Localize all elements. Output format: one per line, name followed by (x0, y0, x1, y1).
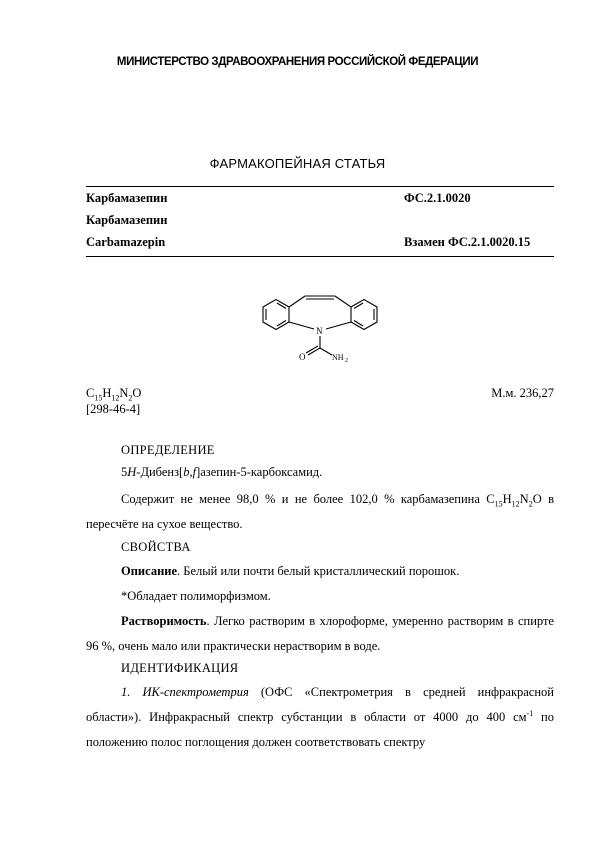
atom-n-label: N (316, 326, 323, 336)
header-divider-bottom (86, 256, 554, 257)
chemical-name: 5H-Дибенз[b,f]азепин-5-карбоксамид. (121, 465, 323, 479)
monograph-name-lat: Carbamazepin (86, 235, 166, 249)
header-divider-top (86, 186, 554, 187)
monograph-name-ru: Карбамазепин (86, 191, 168, 205)
molecular-formula: $C_{15}H_{12}N_2O$ (86, 386, 142, 403)
section-heading-properties: СВОЙСТВА (121, 540, 191, 554)
monograph-name-ru-2: Карбамазепин (86, 213, 168, 227)
content-paragraph: Содержит не менее 98,0 % и не более 102,0 % карбамазепина $C_{15}H_{12}N_2O$ в пересчёте на сухое вещество. (86, 492, 554, 531)
article-type-title: ФАРМАКОПЕЙНАЯ СТАТЬЯ (209, 156, 386, 171)
structural-formula (255, 282, 385, 372)
section-heading-identification: ИДЕНТИФИКАЦИЯ (121, 661, 239, 675)
monograph-code: ФС.2.1.0020 (404, 191, 471, 205)
atom-o-label: O (299, 352, 306, 362)
cas-number: [298-46-4] (86, 402, 141, 416)
section-heading-definition: ОПРЕДЕЛЕНИЕ (121, 443, 215, 457)
monograph-replaces: Взамен ФС.2.1.0020.15 (404, 235, 531, 249)
description-paragraph: Описание. Белый или почти белый кристаллический порошок. (121, 564, 460, 578)
solubility-paragraph: Растворимость. Легко растворим в хлороформе, умеренно растворим в спирте 96 %, очень мало или практически нерастворим в воде. (86, 614, 554, 653)
ministry-title: МИНИСТЕРСТВО ЗДРАВООХРАНЕНИЯ РОССИЙСКОЙ ФЕДЕРАЦИИ (116, 56, 479, 68)
ir-spectrometry-paragraph: 1. ИК-спектрометрия (ОФС «Спектрометрия в средней инфракрасной области»). Инфракрасный спектр субстанции в области от 4000 до 400 $см^{-1}$ по положению полос поглощения должен соответствовать спектру (86, 685, 554, 749)
atom-nh-label: NH (332, 353, 344, 362)
polymorphism-note: *Обладает полиморфизмом. (121, 589, 271, 603)
molecular-weight: М.м. 236,27 (491, 386, 554, 400)
atom-nh-subscript: 2 (345, 358, 348, 364)
